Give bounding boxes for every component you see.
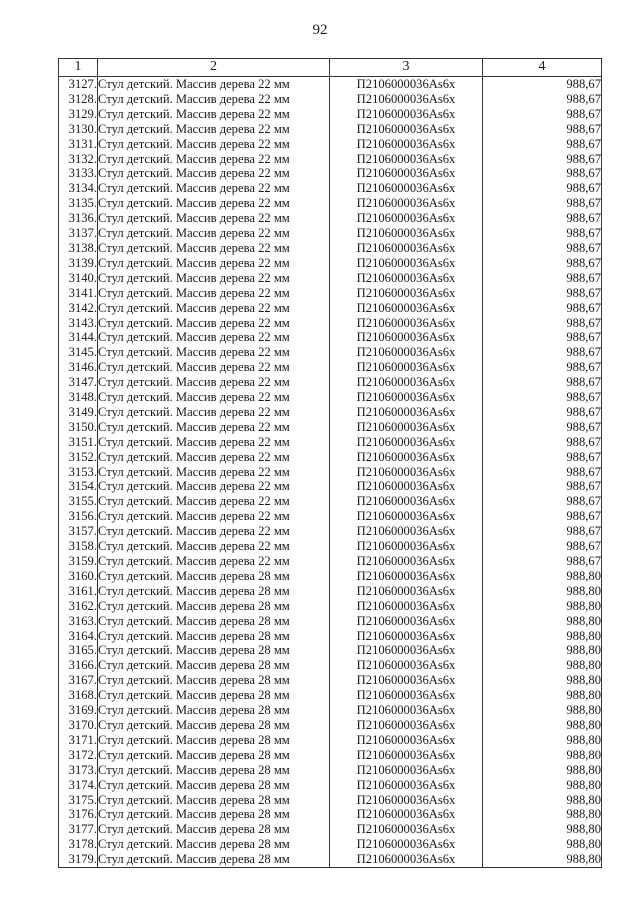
row-number: 3149. bbox=[59, 405, 98, 420]
item-code: П2106000036Аs6х bbox=[330, 286, 483, 301]
item-price: 988,80 bbox=[483, 837, 602, 852]
row-number: 3134. bbox=[59, 181, 98, 196]
table-row bbox=[59, 643, 602, 658]
row-number: 3147. bbox=[59, 375, 98, 390]
item-code: П2106000036Аs6х bbox=[330, 92, 483, 107]
row-number: 3146. bbox=[59, 360, 98, 375]
row-number: 3139. bbox=[59, 256, 98, 271]
row-number: 3152. bbox=[59, 450, 98, 465]
table-row bbox=[59, 688, 602, 703]
item-price: 988,80 bbox=[483, 822, 602, 837]
item-price: 988,67 bbox=[483, 524, 602, 539]
item-name: Стул детский. Массив дерева 22 мм bbox=[98, 211, 330, 226]
item-price: 988,80 bbox=[483, 852, 602, 867]
item-name: Стул детский. Массив дерева 28 мм bbox=[98, 658, 330, 673]
row-number: 3169. bbox=[59, 703, 98, 718]
row-number: 3176. bbox=[59, 807, 98, 822]
item-code: П2106000036Аs6х bbox=[330, 390, 483, 405]
item-name: Стул детский. Массив дерева 22 мм bbox=[98, 256, 330, 271]
item-price: 988,80 bbox=[483, 673, 602, 688]
item-name: Стул детский. Массив дерева 22 мм bbox=[98, 479, 330, 494]
row-number: 3175. bbox=[59, 793, 98, 808]
item-price: 988,67 bbox=[483, 256, 602, 271]
item-price: 988,67 bbox=[483, 181, 602, 196]
row-number: 3132. bbox=[59, 152, 98, 167]
row-number: 3130. bbox=[59, 122, 98, 137]
item-code: П2106000036Аs6х bbox=[330, 316, 483, 331]
table-row bbox=[59, 718, 602, 733]
row-number: 3143. bbox=[59, 316, 98, 331]
item-code: П2106000036Аs6х bbox=[330, 837, 483, 852]
item-name: Стул детский. Массив дерева 28 мм bbox=[98, 584, 330, 599]
table-row bbox=[59, 778, 602, 793]
item-name: Стул детский. Массив дерева 22 мм bbox=[98, 554, 330, 569]
row-number: 3159. bbox=[59, 554, 98, 569]
table-row bbox=[59, 435, 602, 450]
item-price: 988,67 bbox=[483, 405, 602, 420]
item-name: Стул детский. Массив дерева 22 мм bbox=[98, 241, 330, 256]
table-row bbox=[59, 256, 602, 271]
item-code: П2106000036Аs6х bbox=[330, 226, 483, 241]
item-name: Стул детский. Массив дерева 28 мм bbox=[98, 599, 330, 614]
table-row bbox=[59, 152, 602, 167]
item-price: 988,67 bbox=[483, 241, 602, 256]
item-code: П2106000036Аs6х bbox=[330, 166, 483, 181]
row-number: 3160. bbox=[59, 569, 98, 584]
item-name: Стул детский. Массив дерева 28 мм bbox=[98, 793, 330, 808]
item-price: 988,67 bbox=[483, 316, 602, 331]
row-number: 3162. bbox=[59, 599, 98, 614]
item-name: Стул детский. Массив дерева 28 мм bbox=[98, 569, 330, 584]
table-row bbox=[59, 375, 602, 390]
item-code: П2106000036Аs6х bbox=[330, 181, 483, 196]
item-name: Стул детский. Массив дерева 22 мм bbox=[98, 420, 330, 435]
item-code: П2106000036Аs6х bbox=[330, 137, 483, 152]
item-code: П2106000036Аs6х bbox=[330, 509, 483, 524]
row-number: 3157. bbox=[59, 524, 98, 539]
row-number: 3179. bbox=[59, 852, 98, 867]
table-row bbox=[59, 405, 602, 420]
item-name: Стул детский. Массив дерева 28 мм bbox=[98, 748, 330, 763]
item-price: 988,80 bbox=[483, 733, 602, 748]
item-name: Стул детский. Массив дерева 22 мм bbox=[98, 271, 330, 286]
table-row bbox=[59, 360, 602, 375]
item-name: Стул детский. Массив дерева 22 мм bbox=[98, 122, 330, 137]
item-code: П2106000036Аs6х bbox=[330, 211, 483, 226]
page-number: 92 bbox=[312, 22, 328, 38]
table-row bbox=[59, 286, 602, 301]
item-name: Стул детский. Массив дерева 22 мм bbox=[98, 152, 330, 167]
item-price: 988,80 bbox=[483, 614, 602, 629]
item-name: Стул детский. Массив дерева 28 мм bbox=[98, 703, 330, 718]
item-name: Стул детский. Массив дерева 22 мм bbox=[98, 345, 330, 360]
item-code: П2106000036Аs6х bbox=[330, 435, 483, 450]
row-number: 3158. bbox=[59, 539, 98, 554]
row-number: 3153. bbox=[59, 465, 98, 480]
row-number: 3164. bbox=[59, 629, 98, 644]
row-number: 3148. bbox=[59, 390, 98, 405]
item-price: 988,67 bbox=[483, 107, 602, 122]
row-number: 3127. bbox=[59, 77, 98, 92]
row-number: 3167. bbox=[59, 673, 98, 688]
item-price: 988,67 bbox=[483, 77, 602, 92]
item-price: 988,67 bbox=[483, 539, 602, 554]
item-name: Стул детский. Массив дерева 22 мм bbox=[98, 226, 330, 241]
item-name: Стул детский. Массив дерева 22 мм bbox=[98, 509, 330, 524]
row-number: 3151. bbox=[59, 435, 98, 450]
row-number: 3138. bbox=[59, 241, 98, 256]
table-row bbox=[59, 569, 602, 584]
table-row bbox=[59, 181, 602, 196]
item-code: П2106000036Аs6х bbox=[330, 703, 483, 718]
item-code: П2106000036Аs6х bbox=[330, 599, 483, 614]
item-name: Стул детский. Массив дерева 22 мм bbox=[98, 166, 330, 181]
row-number: 3173. bbox=[59, 763, 98, 778]
item-name: Стул детский. Массив дерева 28 мм bbox=[98, 807, 330, 822]
item-name: Стул детский. Массив дерева 28 мм bbox=[98, 629, 330, 644]
item-price: 988,67 bbox=[483, 226, 602, 241]
item-price: 988,67 bbox=[483, 390, 602, 405]
item-price: 988,67 bbox=[483, 92, 602, 107]
item-code: П2106000036Аs6х bbox=[330, 77, 483, 92]
item-name: Стул детский. Массив дерева 22 мм bbox=[98, 405, 330, 420]
table-row bbox=[59, 301, 602, 316]
row-number: 3156. bbox=[59, 509, 98, 524]
table-row bbox=[59, 107, 602, 122]
item-code: П2106000036Аs6х bbox=[330, 673, 483, 688]
item-code: П2106000036Аs6х bbox=[330, 822, 483, 837]
item-code: П2106000036Аs6х bbox=[330, 643, 483, 658]
item-name: Стул детский. Массив дерева 22 мм bbox=[98, 137, 330, 152]
row-number: 3155. bbox=[59, 494, 98, 509]
item-name: Стул детский. Массив дерева 28 мм bbox=[98, 643, 330, 658]
item-price: 988,67 bbox=[483, 301, 602, 316]
item-price: 988,80 bbox=[483, 569, 602, 584]
item-code: П2106000036Аs6х bbox=[330, 852, 483, 867]
item-code: П2106000036Аs6х bbox=[330, 614, 483, 629]
item-code: П2106000036Аs6х bbox=[330, 465, 483, 480]
item-name: Стул детский. Массив дерева 22 мм bbox=[98, 286, 330, 301]
item-code: П2106000036Аs6х bbox=[330, 733, 483, 748]
table-row bbox=[59, 494, 602, 509]
table-row bbox=[59, 465, 602, 480]
item-price: 988,67 bbox=[483, 494, 602, 509]
table-header-row bbox=[59, 59, 602, 77]
item-price: 988,67 bbox=[483, 122, 602, 137]
row-number: 3163. bbox=[59, 614, 98, 629]
item-price: 988,67 bbox=[483, 554, 602, 569]
item-name: Стул детский. Массив дерева 22 мм bbox=[98, 390, 330, 405]
row-number: 3178. bbox=[59, 837, 98, 852]
item-code: П2106000036Аs6х bbox=[330, 793, 483, 808]
table-row bbox=[59, 763, 602, 778]
item-price: 988,80 bbox=[483, 599, 602, 614]
item-price: 988,67 bbox=[483, 152, 602, 167]
item-name: Стул детский. Массив дерева 22 мм bbox=[98, 181, 330, 196]
table-row bbox=[59, 166, 602, 181]
item-code: П2106000036Аs6х bbox=[330, 360, 483, 375]
item-code: П2106000036Аs6х bbox=[330, 122, 483, 137]
table-row bbox=[59, 509, 602, 524]
item-price: 988,80 bbox=[483, 584, 602, 599]
item-price: 988,67 bbox=[483, 479, 602, 494]
item-name: Стул детский. Массив дерева 28 мм bbox=[98, 718, 330, 733]
item-price: 988,80 bbox=[483, 763, 602, 778]
item-code: П2106000036Аs6х bbox=[330, 241, 483, 256]
item-code: П2106000036Аs6х bbox=[330, 345, 483, 360]
item-price: 988,80 bbox=[483, 807, 602, 822]
row-number: 3150. bbox=[59, 420, 98, 435]
item-code: П2106000036Аs6х bbox=[330, 763, 483, 778]
item-price: 988,67 bbox=[483, 509, 602, 524]
item-code: П2106000036Аs6х bbox=[330, 569, 483, 584]
row-number: 3129. bbox=[59, 107, 98, 122]
item-name: Стул детский. Массив дерева 22 мм bbox=[98, 524, 330, 539]
table-row bbox=[59, 748, 602, 763]
item-price: 988,67 bbox=[483, 465, 602, 480]
item-price: 988,80 bbox=[483, 793, 602, 808]
item-price: 988,80 bbox=[483, 718, 602, 733]
item-code: П2106000036Аs6х bbox=[330, 107, 483, 122]
row-number: 3161. bbox=[59, 584, 98, 599]
column-header-3: 3 bbox=[330, 59, 483, 77]
table-body bbox=[59, 77, 602, 868]
item-name: Стул детский. Массив дерева 22 мм bbox=[98, 92, 330, 107]
item-name: Стул детский. Массив дерева 22 мм bbox=[98, 301, 330, 316]
item-name: Стул детский. Массив дерева 28 мм bbox=[98, 614, 330, 629]
row-number: 3145. bbox=[59, 345, 98, 360]
table-row bbox=[59, 450, 602, 465]
row-number: 3171. bbox=[59, 733, 98, 748]
item-code: П2106000036Аs6х bbox=[330, 778, 483, 793]
row-number: 3133. bbox=[59, 166, 98, 181]
table-row bbox=[59, 822, 602, 837]
table-row bbox=[59, 703, 602, 718]
item-name: Стул детский. Массив дерева 22 мм bbox=[98, 196, 330, 211]
item-price: 988,67 bbox=[483, 435, 602, 450]
row-number: 3131. bbox=[59, 137, 98, 152]
item-price: 988,67 bbox=[483, 450, 602, 465]
item-code: П2106000036Аs6х bbox=[330, 330, 483, 345]
item-name: Стул детский. Массив дерева 22 мм bbox=[98, 375, 330, 390]
item-code: П2106000036Аs6х bbox=[330, 494, 483, 509]
item-name: Стул детский. Массив дерева 22 мм bbox=[98, 77, 330, 92]
table-row bbox=[59, 524, 602, 539]
item-price: 988,80 bbox=[483, 629, 602, 644]
row-number: 3177. bbox=[59, 822, 98, 837]
row-number: 3142. bbox=[59, 301, 98, 316]
item-code: П2106000036Аs6х bbox=[330, 807, 483, 822]
item-code: П2106000036Аs6х bbox=[330, 524, 483, 539]
item-code: П2106000036Аs6х bbox=[330, 554, 483, 569]
row-number: 3172. bbox=[59, 748, 98, 763]
item-code: П2106000036Аs6х bbox=[330, 420, 483, 435]
item-price: 988,67 bbox=[483, 166, 602, 181]
item-price: 988,67 bbox=[483, 211, 602, 226]
item-price: 988,67 bbox=[483, 330, 602, 345]
item-code: П2106000036Аs6х bbox=[330, 629, 483, 644]
item-name: Стул детский. Массив дерева 28 мм bbox=[98, 688, 330, 703]
inventory-table bbox=[58, 58, 602, 868]
table-row bbox=[59, 122, 602, 137]
row-number: 3168. bbox=[59, 688, 98, 703]
item-price: 988,67 bbox=[483, 286, 602, 301]
item-code: П2106000036Аs6х bbox=[330, 196, 483, 211]
item-name: Стул детский. Массив дерева 22 мм bbox=[98, 465, 330, 480]
item-code: П2106000036Аs6х bbox=[330, 271, 483, 286]
row-number: 3174. bbox=[59, 778, 98, 793]
item-name: Стул детский. Массив дерева 22 мм bbox=[98, 450, 330, 465]
item-code: П2106000036Аs6х bbox=[330, 405, 483, 420]
table-row bbox=[59, 196, 602, 211]
item-name: Стул детский. Массив дерева 22 мм bbox=[98, 330, 330, 345]
item-name: Стул детский. Массив дерева 22 мм bbox=[98, 539, 330, 554]
item-name: Стул детский. Массив дерева 22 мм bbox=[98, 494, 330, 509]
table-row bbox=[59, 539, 602, 554]
table-row bbox=[59, 584, 602, 599]
item-price: 988,80 bbox=[483, 748, 602, 763]
row-number: 3165. bbox=[59, 643, 98, 658]
item-price: 988,80 bbox=[483, 778, 602, 793]
table-row bbox=[59, 837, 602, 852]
item-price: 988,67 bbox=[483, 420, 602, 435]
row-number: 3141. bbox=[59, 286, 98, 301]
item-code: П2106000036Аs6х bbox=[330, 301, 483, 316]
item-code: П2106000036Аs6х bbox=[330, 256, 483, 271]
table-row bbox=[59, 479, 602, 494]
row-number: 3136. bbox=[59, 211, 98, 226]
item-price: 988,80 bbox=[483, 703, 602, 718]
table-row bbox=[59, 554, 602, 569]
table-row bbox=[59, 793, 602, 808]
table-row bbox=[59, 629, 602, 644]
item-price: 988,80 bbox=[483, 658, 602, 673]
table-row bbox=[59, 330, 602, 345]
table-row bbox=[59, 271, 602, 286]
table-row bbox=[59, 77, 602, 92]
table-row bbox=[59, 852, 602, 867]
item-code: П2106000036Аs6х bbox=[330, 584, 483, 599]
table-row bbox=[59, 241, 602, 256]
item-name: Стул детский. Массив дерева 22 мм bbox=[98, 435, 330, 450]
column-header-2: 2 bbox=[98, 59, 330, 77]
item-name: Стул детский. Массив дерева 28 мм bbox=[98, 852, 330, 867]
item-name: Стул детский. Массив дерева 28 мм bbox=[98, 837, 330, 852]
item-code: П2106000036Аs6х bbox=[330, 152, 483, 167]
item-code: П2106000036Аs6х bbox=[330, 539, 483, 554]
item-code: П2106000036Аs6х bbox=[330, 718, 483, 733]
table-row bbox=[59, 316, 602, 331]
item-name: Стул детский. Массив дерева 22 мм bbox=[98, 107, 330, 122]
table-row bbox=[59, 226, 602, 241]
row-number: 3154. bbox=[59, 479, 98, 494]
item-name: Стул детский. Массив дерева 28 мм bbox=[98, 763, 330, 778]
table-row bbox=[59, 390, 602, 405]
item-price: 988,80 bbox=[483, 643, 602, 658]
item-price: 988,67 bbox=[483, 360, 602, 375]
item-name: Стул детский. Массив дерева 28 мм bbox=[98, 822, 330, 837]
item-code: П2106000036Аs6х bbox=[330, 748, 483, 763]
item-price: 988,67 bbox=[483, 345, 602, 360]
column-header-1: 1 bbox=[59, 59, 98, 77]
table-row bbox=[59, 673, 602, 688]
item-price: 988,67 bbox=[483, 137, 602, 152]
table-row bbox=[59, 614, 602, 629]
item-name: Стул детский. Массив дерева 28 мм bbox=[98, 733, 330, 748]
row-number: 3166. bbox=[59, 658, 98, 673]
item-code: П2106000036Аs6х bbox=[330, 375, 483, 390]
row-number: 3128. bbox=[59, 92, 98, 107]
item-code: П2106000036Аs6х bbox=[330, 658, 483, 673]
item-price: 988,80 bbox=[483, 688, 602, 703]
item-price: 988,67 bbox=[483, 196, 602, 211]
table-row bbox=[59, 807, 602, 822]
table-row bbox=[59, 137, 602, 152]
row-number: 3170. bbox=[59, 718, 98, 733]
item-price: 988,67 bbox=[483, 271, 602, 286]
table-row bbox=[59, 658, 602, 673]
item-name: Стул детский. Массив дерева 22 мм bbox=[98, 316, 330, 331]
row-number: 3135. bbox=[59, 196, 98, 211]
table-row bbox=[59, 420, 602, 435]
row-number: 3144. bbox=[59, 330, 98, 345]
column-header-4: 4 bbox=[483, 59, 602, 77]
table-row bbox=[59, 345, 602, 360]
item-code: П2106000036Аs6х bbox=[330, 479, 483, 494]
table-row bbox=[59, 599, 602, 614]
table-row bbox=[59, 92, 602, 107]
item-code: П2106000036Аs6х bbox=[330, 688, 483, 703]
item-price: 988,67 bbox=[483, 375, 602, 390]
item-code: П2106000036Аs6х bbox=[330, 450, 483, 465]
row-number: 3140. bbox=[59, 271, 98, 286]
table-row bbox=[59, 733, 602, 748]
table-row bbox=[59, 211, 602, 226]
row-number: 3137. bbox=[59, 226, 98, 241]
item-name: Стул детский. Массив дерева 22 мм bbox=[98, 360, 330, 375]
item-name: Стул детский. Массив дерева 28 мм bbox=[98, 673, 330, 688]
item-name: Стул детский. Массив дерева 28 мм bbox=[98, 778, 330, 793]
